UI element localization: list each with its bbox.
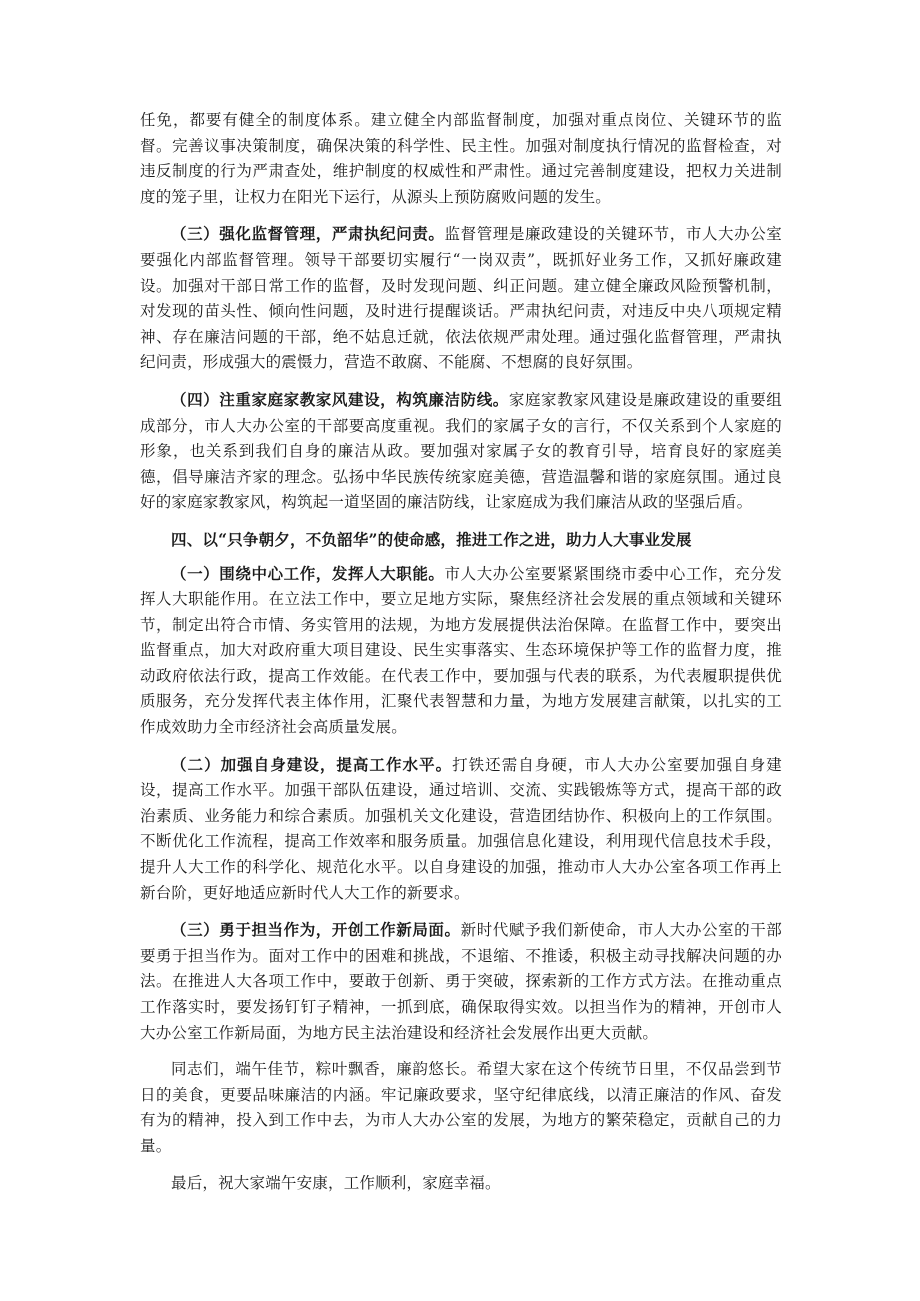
paragraph-heading: （四）注重家庭家教家风建设，构筑廉洁防线。 [171,389,509,409]
paragraph-body: 打铁还需自身硬，市人大办公室要加强自身建设，提高工作水平。加强干部队伍建设，通过培训、交流、实践锻炼等方式，提高干部的政治素质、业务能力和综合素质。加强机关文化建设，营造团结协作、积极向上的工作氛围。不断优化工作流程，提高工作效率和服务质量。加强信息化建设，利用现代信息技术手段，提升人大工作的科学化、规范化水平。以自身建设的加强，推动市人大办公室各项工作再上新台阶，更好地适应新时代人大工作的新要求。 [140,755,782,902]
paragraph-family-ethics [140,387,782,516]
paragraph-wish: 最后，祝大家端午安康，工作顺利，家庭幸福。 [171,1173,501,1192]
paragraph-body: 监督管理是廉政建设的关键环节，市人大办公室要强化内部监督管理。领导干部要切实履行“一岗双责”，既抓好业务工作，又抓好廉政建设。加强对干部日常工作的监督，及时发现问题、纠正问题。建立健全廉政风险预警机制，对发现的苗头性、倾向性问题，及时进行提醒谈话。严肃执纪问责，对违反中央八项规定精神、存在廉洁问题的干部，绝不姑息迁就，依法依规严肃处理。通过强化监督管理，严肃执纪问责，形成强大的震慑力，营造不敢腐、不能腐、不想腐的良好氛围。 [140,225,782,372]
document-page [140,108,782,1207]
section-title: 四、以“只争朝夕，不负韶华”的使命感，推进工作之进，助力人大事业发展 [171,529,692,549]
paragraph-continuation [140,108,782,210]
paragraph-closing: 同志们，端午佳节，粽叶飘香，廉韵悠长。希望大家在这个传统节日里，不仅品尝到节日的美食，更要品味廉洁的内涵。牢记廉政要求，坚守纪律底线，以清正廉洁的作风、奋发有为的精神，投入到工作中去，为市人大办公室的发展，为地方的繁荣稳定，贡献自己的力量。 [140,1060,782,1155]
paragraph-heading: （一）围绕中心工作，发挥人大职能。 [171,563,445,583]
paragraph-body: 新时代赋予我们新使命，市人大办公室的干部要勇于担当作为。面对工作中的困难和挑战，不退缩、不推诿，积极主动寻找解决问题的办法。在推进人大各项工作中，要敢于创新、勇于突破，探索新的工作方式方法。在推动重点工作落实时，要发扬钉钉子精神，一抓到底，确保取得实效。以担当作为的精神，开创市人大办公室工作新局面，为地方民主法治建设和经济社会发展作出更大贡献。 [140,921,782,1042]
paragraph-body: 家庭家教家风建设是廉政建设的重要组成部分，市人大办公室的干部要高度重视。我们的家属子女的言行，不仅关系到个人家庭的形象，也关系到我们自身的廉洁从政。要加强对家属子女的教育引导，培育良好的家庭美德，倡导廉洁齐家的理念。弘扬中华民族传统家庭美德，营造温馨和谐的家庭氛围。通过良好的家庭家教家风，构筑起一道坚固的廉洁防线，让家庭成为我们廉洁从政的坚强后盾。 [140,390,782,512]
paragraph-central-work [140,561,782,741]
paragraph-supervision [140,221,782,376]
paragraph-responsibility [140,917,782,1046]
paragraph-self-building [140,752,782,907]
paragraph-body: 任免，都要有健全的制度体系。建立健全内部监督制度，加强对重点岗位、关键环节的监督。完善议事决策制度，确保决策的科学性、民主性。加强对制度执行情况的监督检查，对违反制度的行为严肃查处，维护制度的权威性和严肃性。通过完善制度建设，把权力关进制度的笼子里，让权力在阳光下运行，从源头上预防腐败问题的发生。 [140,111,782,206]
paragraph-heading: （三）勇于担当作为，开创工作新局面。 [171,920,461,940]
paragraph-heading: （三）强化监督管理，严肃执纪问责。 [171,224,445,244]
paragraph-body: 市人大办公室要紧紧围绕市委中心工作，充分发挥人大职能作用。在立法工作中，要立足地方实际，聚焦经济社会发展的重点领域和关键环节，制定出符合市情、务实管用的法规，为地方发展提供法治保障。在监督工作中，要突出监督重点，加大对政府重大项目建设、民生实事落实、生态环境保护等工作的监督力度，推动政府依法行政，提高工作效能。在代表工作中，要加强与代表的联系，为代表履职提供优质服务，充分发挥代表主体作用，汇聚代表智慧和力量，为地方发展建言献策，以扎实的工作成效助力全市经济社会高质量发展。 [140,564,782,737]
paragraph-heading: （二）加强自身建设，提高工作水平。 [171,754,453,774]
